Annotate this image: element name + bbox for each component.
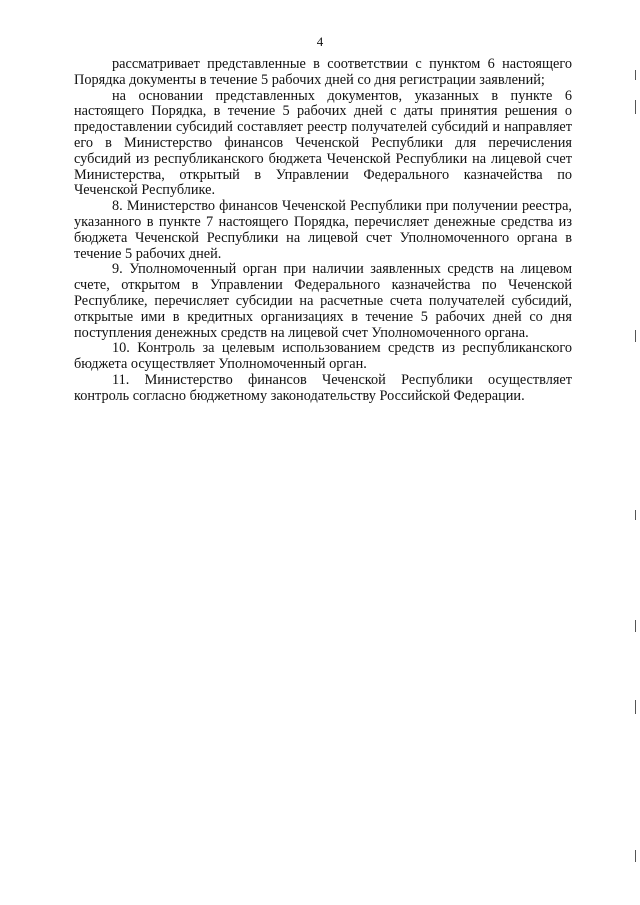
paragraph-item-11: 11. Министерство финансов Чеченской Республики осуществляет контроль согласно бюджетному законодательству Российской Федерации. xyxy=(74,371,572,404)
document-body xyxy=(74,57,572,405)
page-number: 4 xyxy=(316,34,324,49)
scan-edge-mark xyxy=(635,620,636,632)
paragraph-recipients-registry: на основании представленных документов, указанных в пункте 6 настоящего Порядка, в течение 5 рабочих дней с даты принятия решения о предоставлении субсидий составляет реестр получателей субсидий и направляет его в Министерство финансов Чеченской Республики для перечисления субсидий из республиканского бюджета Чеченской Республики на лицевой счет Министерства, открытый в Управлении Федерального казначейства по Чеченской Республике. xyxy=(74,87,572,199)
paragraph-item-10: 10. Контроль за целевым использованием средств из республиканского бюджета осуществляет Уполномоченный орган. xyxy=(74,340,572,373)
scan-edge-mark xyxy=(635,70,636,80)
scan-edge-mark xyxy=(635,100,636,114)
paragraph-item-9: 9. Уполномоченный орган при наличии заявленных средств на лицевом счете, открытом в Управлении Федерального казначейства по Чеченской Республике, перечисляет субсидии на расчетные счета получателей субсидий, открытые ими в кредитных организациях в течение 5 рабочих дней со дня поступления денежных средств на лицевой счет Уполномоченного органа. xyxy=(74,261,572,341)
scan-edge-mark xyxy=(635,850,636,862)
scan-edge-marks xyxy=(632,40,636,900)
paragraph-item-8: 8. Министерство финансов Чеченской Республики при получении реестра, указанного в пункте 7 настоящего Порядка, перечисляет денежные средства из бюджета Чеченской Республики на лицевой счет Уполномоченного органа в течение 5 рабочих дней. xyxy=(74,198,572,262)
scan-edge-mark xyxy=(635,510,636,520)
paragraph-review-documents: рассматривает представленные в соответствии с пунктом 6 настоящего Порядка документы в течение 5 рабочих дней со дня регистрации заявлений; xyxy=(74,56,572,88)
scan-edge-mark xyxy=(635,330,636,342)
scan-edge-mark xyxy=(635,700,636,714)
